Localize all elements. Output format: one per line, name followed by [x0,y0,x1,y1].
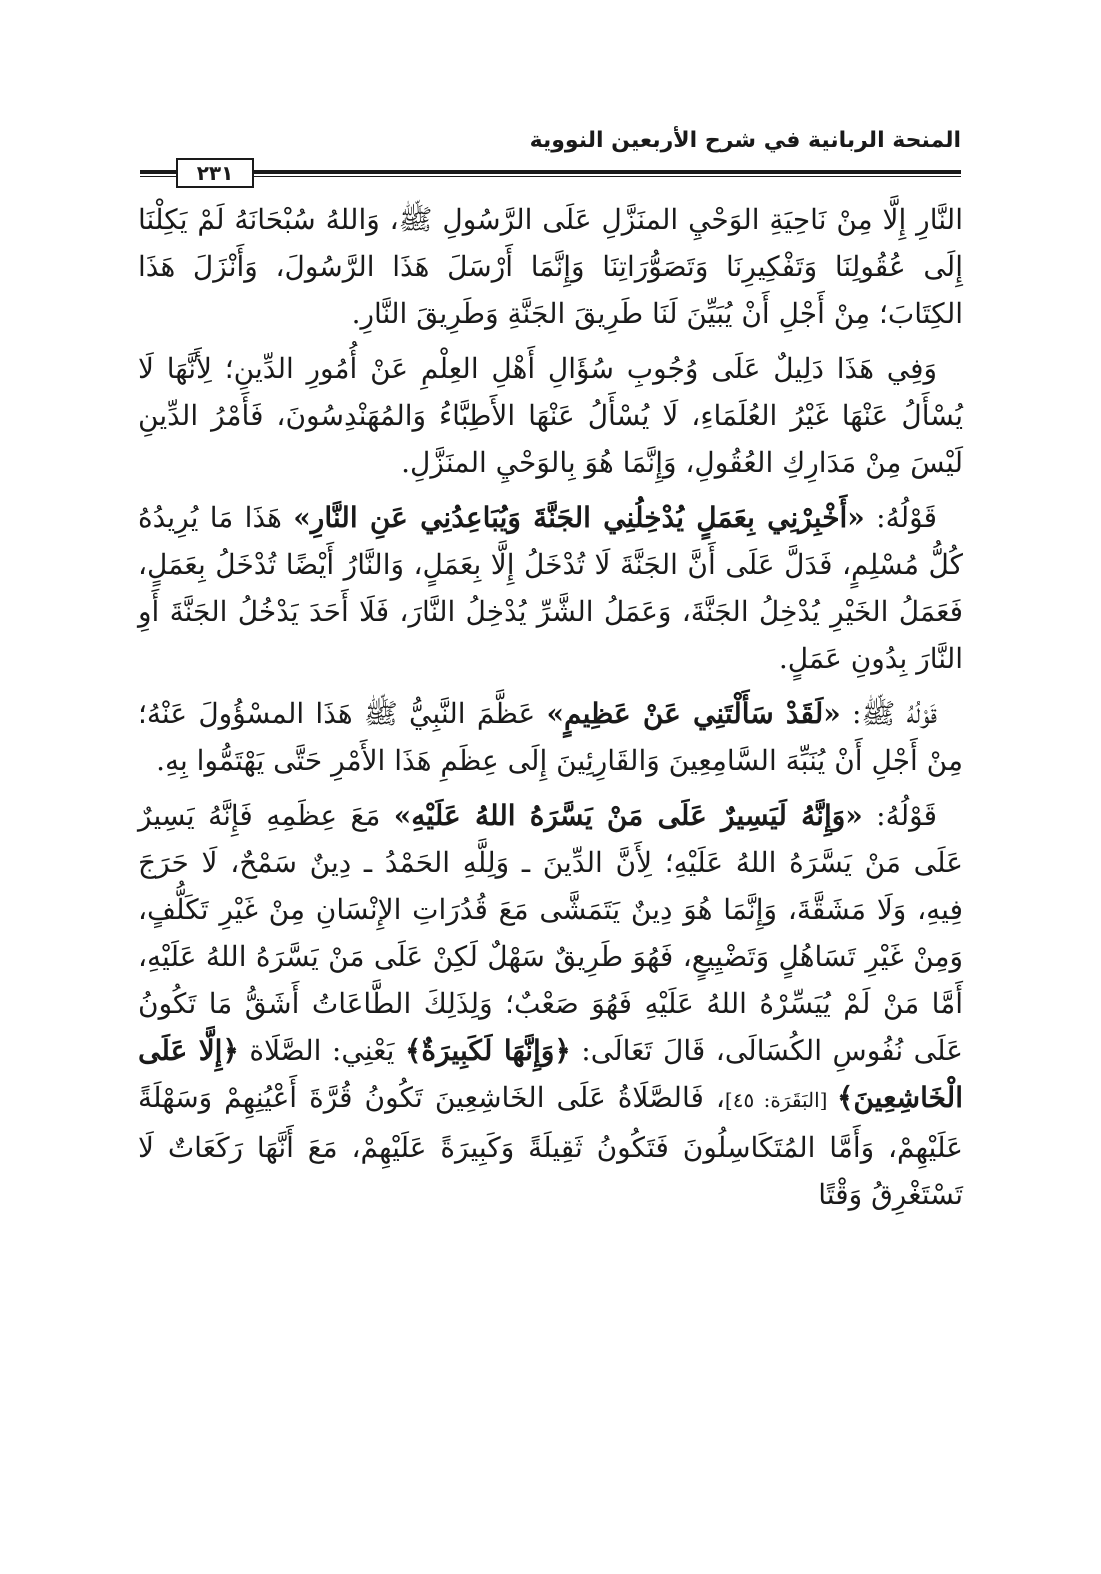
hadith-quote: «أَخْبِرْنِي بِعَمَلٍ يُدْخِلُنِي الجَنَّةَ وَيُبَاعِدُنِي عَنِ النَّارِ» [293,501,865,534]
paragraph-text: هَذَا مَا يُرِيدُهُ كُلُّ مُسْلِمٍ، فَدَلَّ عَلَى أَنَّ الجَنَّةَ لَا تُدْخَلُ إِلَّا بِعَمَلٍ، وَالنَّارُ أَيْضًا تُدْخَلُ بِعَمَلٍ، فَعَمَلُ الخَيْرِ يُدْخِلُ الجَنَّةَ، وَعَمَلُ الشَّرِّ يُدْخِلُ النَّارَ، فَلَا أَحَدَ يَدْخُلُ الجَنَّةَ أَوِ النَّارَ بِدُونِ عَمَلٍ. [138,501,963,675]
main-text [138,196,963,1226]
paragraph-text: ، فَالصَّلَاةُ عَلَى الخَاشِعِينَ تَكُونُ قُرَّةَ أَعْيُنِهِمْ وَسَهْلَةً عَلَيْهِمْ، وَأَمَّا المُتَكَاسِلُونَ فَتَكُونُ ثَقِيلَةً وَكَبِيرَةً عَلَيْهِمْ، مَعَ أَنَّهَا رَكَعَاتٌ لَا تَسْتَغْرِقُ وَقْتًا [138,1081,963,1211]
hadith-quote: «وَإِنَّهُ لَيَسِيرٌ عَلَى مَنْ يَسَّرَهُ اللهُ عَلَيْهِ» [393,799,863,832]
running-header [140,128,961,185]
paragraph: النَّارِ إِلَّا مِنْ نَاحِيَةِ الوَحْيِ المنَزَّلِ عَلَى الرَّسُولِ ﷺ، وَاللهُ سُبْحَانَهُ لَمْ يَكِلْنَا إِلَى عُقُولِنَا وَتَفْكِيرِنَا وَتَصَوُّرَاتِنَا وَإِنَّمَا أَرْسَلَ هَذَا الرَّسُولَ، وَأَنْزَلَ هَذَا الكِتَابَ؛ مِنْ أَجْلِ أَنْ يُبَيِّنَ لَنَا طَرِيقَ الجَنَّةِ وَطَرِيقَ النَّارِ. [138,203,963,330]
paragraph-text: مَعَ عِظَمِهِ فَإِنَّهُ يَسِيرٌ عَلَى مَنْ يَسَّرَهُ اللهُ عَلَيْهِ؛ لِأَنَّ الدِّينَ ـ وَلِلَّهِ الحَمْدُ ـ دِينٌ سَمْحٌ، لَا حَرَجَ فِيهِ، وَلَا مَشَقَّةَ، وَإِنَّمَا هُوَ دِينٌ يَتَمَشَّى مَعَ قُدُرَاتِ الإِنْسَانِ مِنْ غَيْرِ تَكَلُّفٍ، وَمِنْ غَيْرِ تَسَاهُلٍ وَتَضْيِيعٍ، فَهُوَ طَرِيقٌ سَهْلٌ لَكِنْ عَلَى مَنْ يَسَّرَهُ اللهُ عَلَيْهِ، أَمَّا مَنْ لَمْ يُيَسِّرْهُ اللهُ عَلَيْهِ فَهُوَ صَعْبٌ؛ وَلِذَلِكَ الطَّاعَاتُ أَشَقُّ مَا تَكُونُ عَلَى نُفُوسِ الكُسَالَى، قَالَ تَعَالَى: [138,799,963,1067]
header-rule-stub [140,170,170,173]
quran-verse: ﴿إِلَّا عَلَى الْخَاشِعِينَ﴾ [138,1034,963,1114]
book-title: المنحة الربانية في شرح الأربعين النووية [529,128,961,153]
paragraph-lead: قَوْلُهُ ﷺ: [840,697,938,730]
paragraph-lead: قَوْلُهُ: [864,501,937,534]
verse-citation: [البَقَرَة: ٤٥] [724,1088,837,1112]
page-number: ٢٣١ [176,158,254,188]
paragraph [138,494,963,682]
paragraph [138,690,963,784]
header-rule [140,170,961,177]
hadith-quote: «لَقَدْ سَأَلْتَنِي عَنْ عَظِيمٍ» [546,697,841,730]
paragraph-lead: قَوْلُهُ: [862,799,937,832]
paragraph-text: عَظَّمَ النَّبِيُّ ﷺ هَذَا المسْؤُولَ عَنْهُ؛ مِنْ أَجْلِ أَنْ يُنَبِّهَ السَّامِعِينَ وَالقَارِئِينَ إِلَى عِظَمِ هَذَا الأَمْرِ حَتَّى يَهْتَمُّوا بِهِ. [138,697,963,777]
paragraph: وَفِي هَذَا دَلِيلٌ عَلَى وُجُوبِ سُؤَالِ أَهْلِ العِلْمِ عَنْ أُمُورِ الدِّينِ؛ لِأَنَّهَا لَا يُسْأَلُ عَنْهَا غَيْرُ العُلَمَاءِ، لَا يُسْأَلُ عَنْهَا الأَطِبَّاءُ وَالمُهَنْدِسُونَ، فَأَمْرُ الدِّينِ لَيْسَ مِنْ مَدَارِكِ العُقُولِ، وَإِنَّمَا هُوَ بِالوَحْيِ المنَزَّلِ. [138,352,963,479]
quran-verse: ﴿وَإِنَّهَا لَكَبِيرَةٌ﴾ [405,1034,571,1067]
paragraph-text: يَعْنِي: الصَّلَاة [238,1034,406,1067]
paragraph [138,792,963,1218]
